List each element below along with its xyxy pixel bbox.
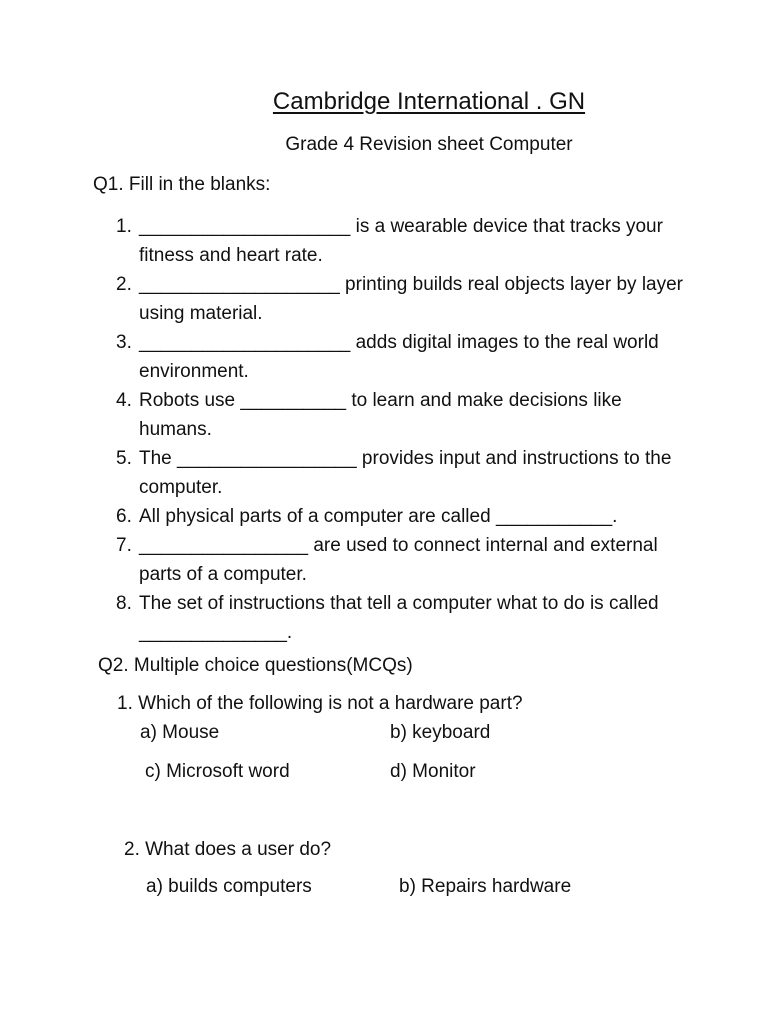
mcq-option: c) Microsoft word bbox=[145, 761, 290, 782]
fill-in-blanks-list bbox=[116, 212, 686, 647]
item-text: ____________________ is a wearable device that tracks your fitness and heart rate. bbox=[139, 216, 663, 266]
item-text: The _________________ provides input and instructions to the computer. bbox=[139, 448, 672, 498]
mcq-option: a) Mouse bbox=[140, 722, 220, 743]
mcq-option: b) Repairs hardware bbox=[399, 876, 572, 897]
item-text: ____________________ adds digital images to the real world environment. bbox=[139, 332, 659, 382]
mcq-option: a) builds computers bbox=[146, 876, 312, 897]
document-title: Cambridge International . GN bbox=[272, 88, 586, 115]
list-item bbox=[116, 212, 686, 270]
item-number: 2. bbox=[116, 274, 132, 295]
document-subtitle: Grade 4 Revision sheet Computer bbox=[285, 134, 573, 155]
list-item bbox=[116, 502, 686, 531]
item-text: The set of instructions that tell a computer what to do is called ______________. bbox=[139, 593, 659, 643]
mcq-option: d) Monitor bbox=[390, 761, 476, 782]
item-number: 8. bbox=[116, 593, 132, 614]
mcq-question-2: 2. What does a user do? bbox=[124, 839, 332, 860]
item-number: 7. bbox=[116, 535, 132, 556]
mcq-question-1: 1. Which of the following is not a hardware part? bbox=[117, 693, 523, 714]
item-number: 5. bbox=[116, 448, 132, 469]
list-item bbox=[116, 328, 686, 386]
list-item bbox=[116, 531, 686, 589]
item-number: 6. bbox=[116, 506, 132, 527]
item-text: All physical parts of a computer are called ___________. bbox=[139, 506, 618, 527]
list-item bbox=[116, 270, 686, 328]
mcq-option: b) keyboard bbox=[390, 722, 491, 743]
item-text: Robots use __________ to learn and make decisions like humans. bbox=[139, 390, 622, 440]
item-number: 4. bbox=[116, 390, 132, 411]
item-number: 3. bbox=[116, 332, 132, 353]
list-item bbox=[116, 444, 686, 502]
item-text: ________________ are used to connect internal and external parts of a computer. bbox=[139, 535, 658, 585]
list-item bbox=[116, 386, 686, 444]
item-number: 1. bbox=[116, 216, 132, 237]
q1-heading: Q1. Fill in the blanks: bbox=[93, 174, 271, 195]
list-item bbox=[116, 589, 686, 647]
item-text: ___________________ printing builds real objects layer by layer using material. bbox=[139, 274, 683, 324]
q2-heading: Q2. Multiple choice questions(MCQs) bbox=[98, 655, 413, 676]
